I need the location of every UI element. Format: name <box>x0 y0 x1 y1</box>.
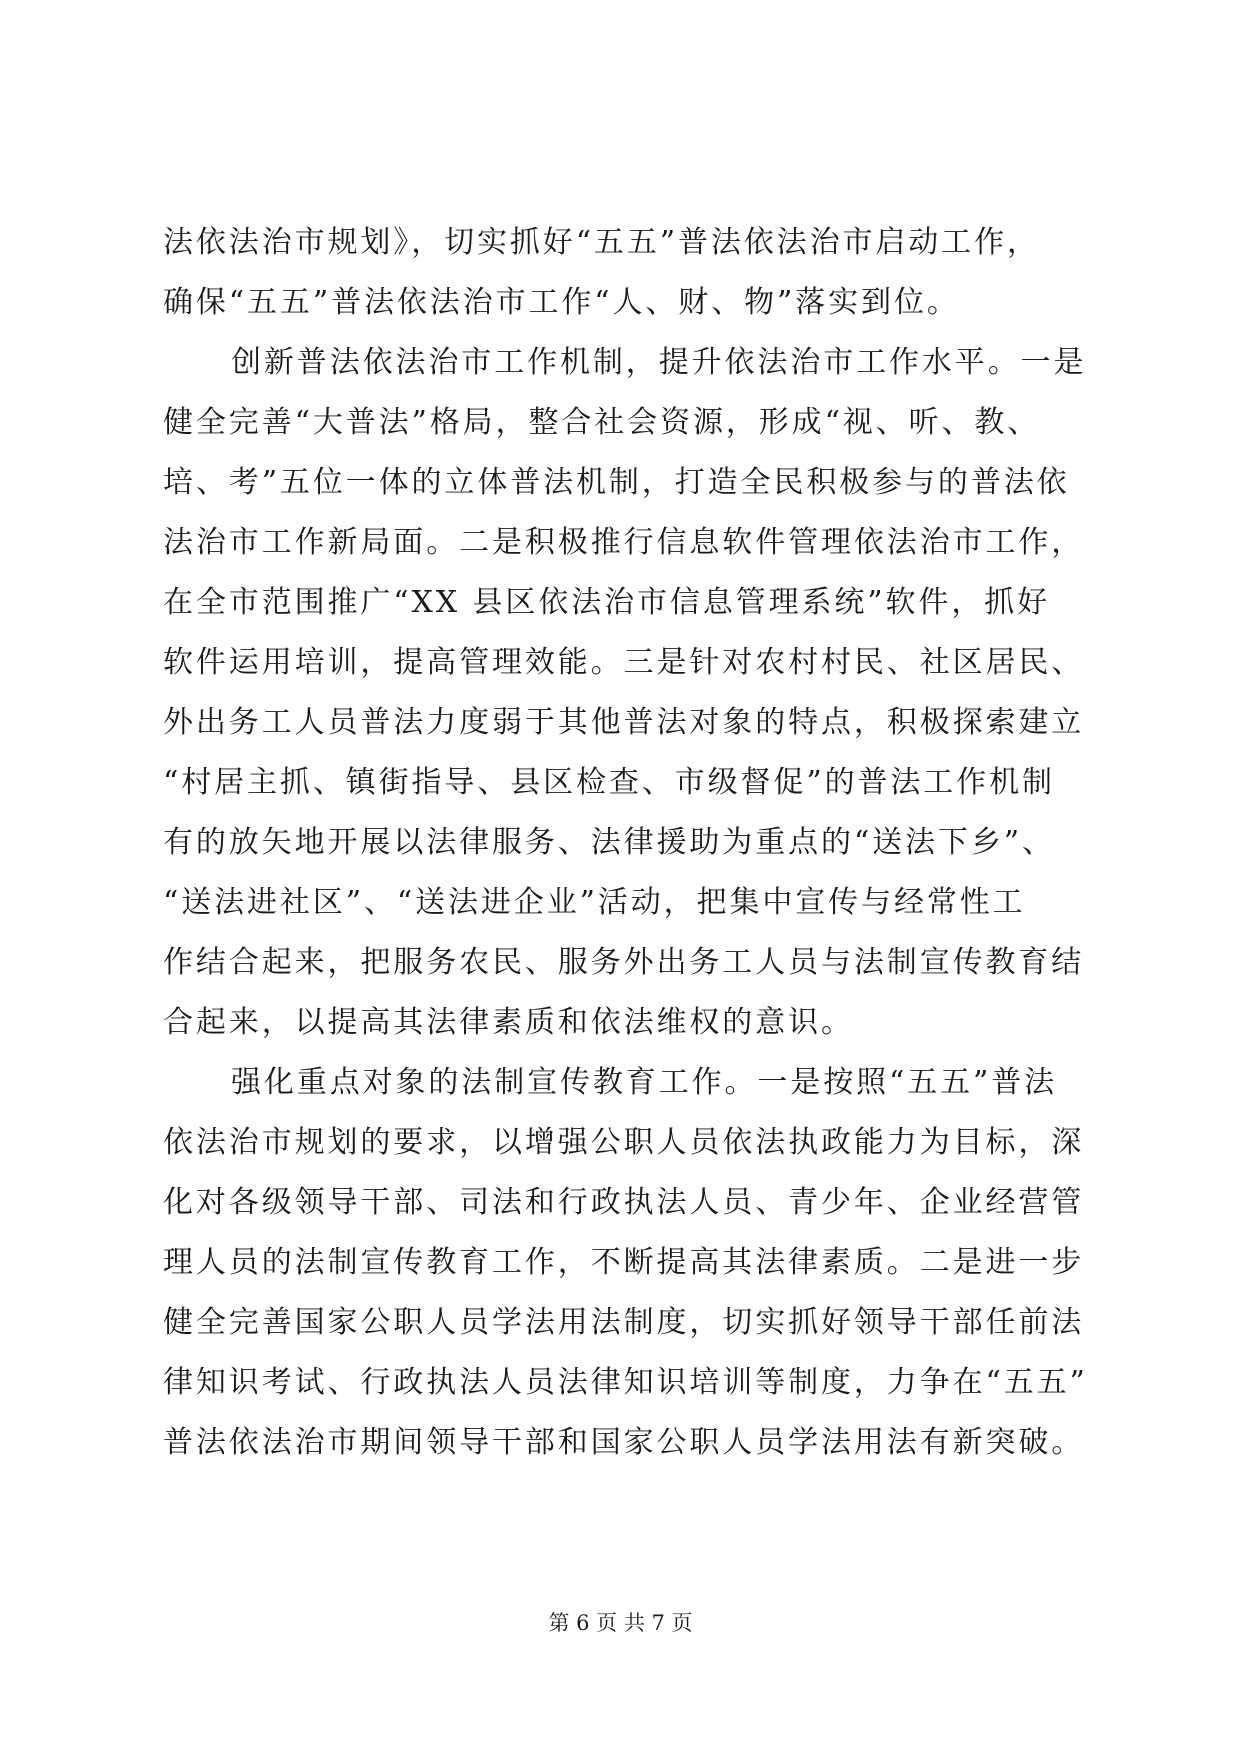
text-line: 健全完善国家公职人员学法用法制度，切实抓好领导干部任前法 <box>163 1305 1085 1340</box>
text-line: 依法治市规划的要求，以增强公职人员依法执政能力为目标，深 <box>163 1125 1085 1160</box>
text-line: 强化重点对象的法制宣传教育工作。一是按照“五五”普法 <box>231 1065 1058 1100</box>
document-body <box>163 213 1088 1473</box>
paragraph-2 <box>163 333 1087 1053</box>
text-line: 法治市工作新局面。二是积极推行信息软件管理依法治市工作， <box>163 525 1085 560</box>
text-line: 在全市范围推广“XX 县区依法治市信息管理系统”软件，抓好 <box>163 585 1051 620</box>
text-line: 作结合起来，把服务农民、服务外出务工人员与法制宣传教育结 <box>163 945 1085 980</box>
text-line: 创新普法依法治市工作机制，提升依法治市工作水平。一是 <box>231 345 1087 380</box>
text-line: 培、考”五位一体的立体普法机制，打造全民积极参与的普法依 <box>163 465 1070 500</box>
text-line: 健全完善“大普法”格局，整合社会资源，形成“视、听、教、 <box>163 405 1041 440</box>
paragraph-3 <box>163 1053 1088 1473</box>
text-line: “送法进社区”、“送法进企业”活动，把集中宣传与经常性工 <box>163 885 1026 920</box>
text-line: 理人员的法制宣传教育工作，不断提高其法律素质。二是进一步 <box>163 1245 1085 1280</box>
text-line: 律知识考试、行政执法人员法律知识培训等制度，力争在“五五” <box>163 1365 1088 1400</box>
paragraph-1 <box>163 213 1083 333</box>
text-line: 确保“五五”普法依法治市工作“人、财、物”落实到位。 <box>163 285 960 320</box>
text-line: 法依法治市规划》，切实抓好“五五”普法依法治市启动工作， <box>163 225 1040 260</box>
text-line: 外出务工人员普法力度弱于其他普法对象的特点，积极探索建立 <box>163 705 1085 740</box>
text-line: 化对各级领导干部、司法和行政执法人员、青少年、企业经营管 <box>163 1185 1085 1220</box>
text-line: 普法依法治市期间领导干部和国家公职人员学法用法有新突破。 <box>163 1425 1085 1460</box>
text-line: 软件运用培训，提高管理效能。三是针对农村村民、社区居民、 <box>163 645 1085 680</box>
text-line: 有的放矢地开展以法律服务、法律援助为重点的“送法下乡”、 <box>163 825 1055 860</box>
page-number-footer: 第 6 页 共 7 页 <box>548 1611 693 1635</box>
text-line: “村居主抓、镇街指导、县区检查、市级督促”的普法工作机制 <box>163 765 1055 800</box>
text-line: 合起来，以提高其法律素质和依法维权的意识。 <box>163 1005 854 1040</box>
